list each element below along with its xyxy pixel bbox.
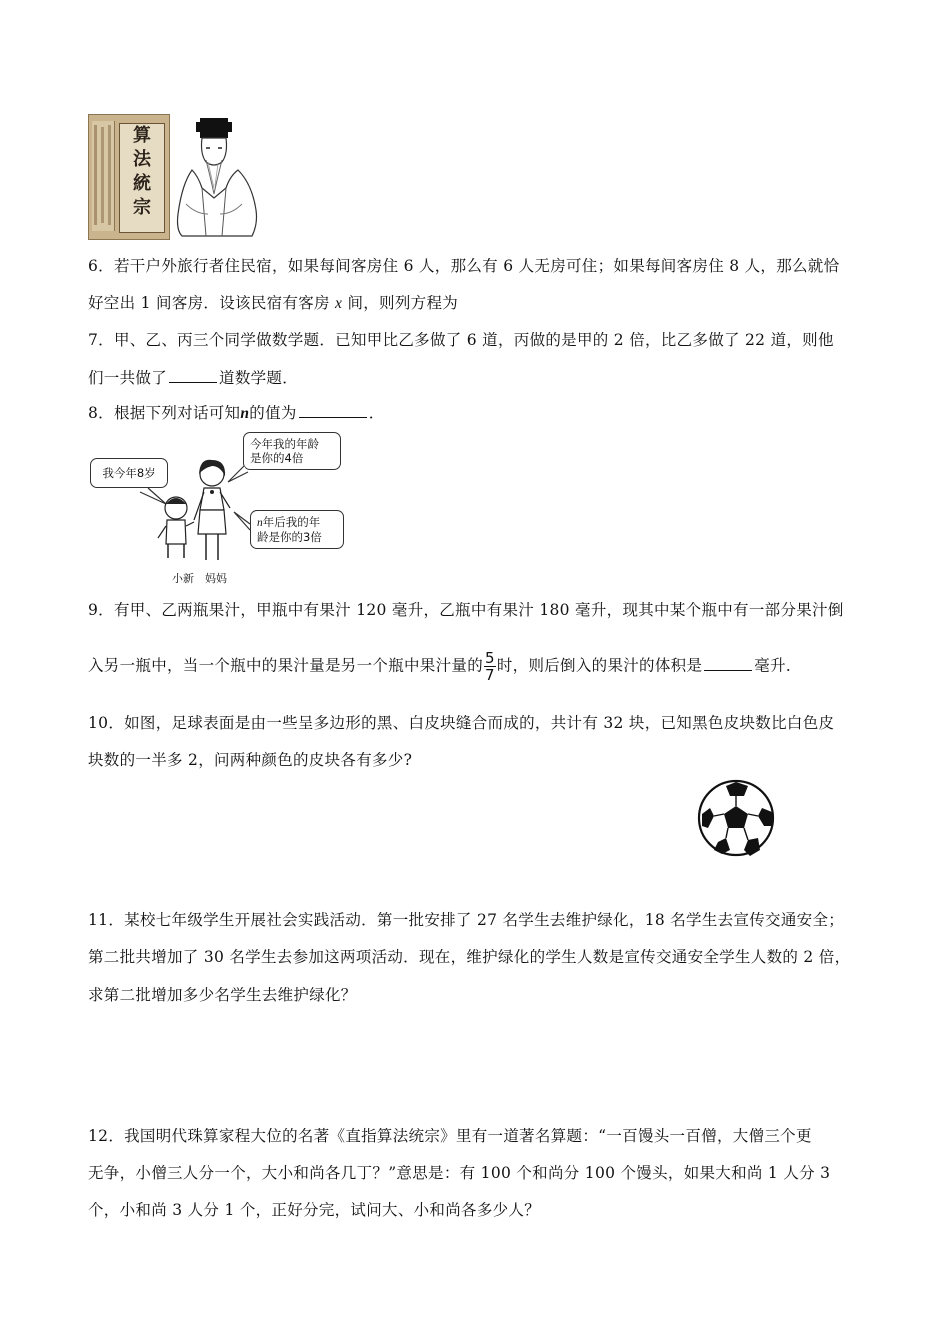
q9-answer-blank[interactable] [704, 669, 752, 671]
q11-line2: 第二批共增加了 30 名学生去参加这两项活动．现在，维护绿化的学生人数是宣传交通安全学生人数的 2 倍， [88, 948, 851, 966]
q9-line2 [88, 650, 802, 683]
book-title-char-1: 算 [133, 125, 151, 146]
q8-answer-blank[interactable] [299, 416, 367, 418]
mom-speech-2-line2: 龄是你的3倍 [257, 530, 322, 544]
mom-speech-2-var: n [257, 517, 263, 529]
book-title-char-4: 宗 [133, 197, 151, 218]
book-title-char-3: 統 [133, 173, 151, 194]
q12-line3: 个，小和尚 3 人分 1 个，正好分完，试问大、小和尚各多少人？ [88, 1201, 541, 1219]
characters-drawing [88, 430, 348, 590]
mom-speech-1-line1: 今年我的年龄 [250, 437, 319, 451]
q6-line2-post: 间，则列方程为 [342, 294, 459, 312]
q12-line1: 12．我国明代珠算家程大位的名著《直指算法统宗》里有一道著名算题：“一百馒头一百僧，大僧三个更 [88, 1127, 812, 1145]
q9-line1: 9．有甲、乙两瓶果汁，甲瓶中有果汁 120 毫升，乙瓶中有果汁 180 毫升，现其中某个瓶中有一部分果汁倒 [88, 601, 844, 619]
q7-line2-pre: 们一共做了 [88, 369, 168, 387]
book-side-column [92, 121, 115, 231]
q8-pre: 8．根据下列对话可知 [88, 404, 241, 422]
q6-variable-x: x [335, 295, 343, 312]
q6-line2-pre: 好空出 1 间客房．设该民宿有客房 [88, 294, 336, 312]
q11-line1: 11．某校七年级学生开展社会实践活动．第一批安排了 27 名学生去维护绿化，18 名学生去宣传交通安全； [88, 911, 845, 929]
q7-line2 [88, 366, 298, 388]
q9-line2-post: 毫升． [754, 656, 802, 675]
q8-dialogue-illustration [88, 430, 348, 590]
mom-speech-2-line1-text: 年后我的年 [262, 515, 321, 529]
q8-line [88, 401, 385, 423]
book-cover-image [88, 114, 170, 240]
q9-line2-pre: 入另一瓶中，当一个瓶中的果汁量是另一个瓶中果汁量的 [88, 656, 484, 675]
q8-post-a: 的值为 [249, 404, 297, 422]
q10-line2: 块数的一半多 2，问两种颜色的皮块各有多少? [88, 751, 413, 769]
child-speech-text: 我今年8岁 [102, 466, 156, 480]
mom-speech-1-line2: 是你的4倍 [250, 451, 304, 465]
q6-line1: 6．若干户外旅行者住民宿，如果每间客房住 6 人，那么有 6 人无房可住；如果每间客房住 8 人，那么就恰 [88, 257, 840, 275]
book-title-char-2: 法 [133, 149, 151, 170]
q11-line3: 求第二批增加多少名学生去维护绿化？ [88, 986, 357, 1004]
soccer-ball-image [696, 778, 776, 858]
q7-line2-post: 道数学题． [219, 369, 299, 387]
q7-answer-blank[interactable] [169, 381, 217, 383]
q9-frac-numerator: 5 [485, 649, 495, 667]
book-title-label [119, 123, 165, 233]
q8-post-b: ． [368, 404, 385, 422]
portrait-sketch-image [172, 114, 262, 238]
q6-line2 [88, 291, 458, 313]
q9-fraction [484, 650, 496, 683]
q12-line2: 无争，小僧三人分一个，大小和尚各几丁？”意思是：有 100 个和尚分 100 个馒头，如果大和尚 1 人分 3 [88, 1164, 831, 1182]
label-child: 小新 [172, 572, 194, 585]
q7-line1: 7．甲、乙、丙三个同学做数学题．已知甲比乙多做了 6 道，丙做的是甲的 2 倍，比乙多做了 22 道，则他 [88, 331, 834, 349]
label-mom: 妈妈 [205, 572, 227, 585]
q10-line1: 10．如图，足球表面是由一些呈多边形的黑、白皮块缝合而成的，共计有 32 块，已知黑色皮块数比白色皮 [88, 714, 835, 732]
q8-variable-n: n [240, 405, 250, 422]
q9-frac-denominator: 7 [485, 666, 495, 684]
q9-line2-mid: 时，则后倒入的果汁的体积是 [496, 656, 703, 675]
